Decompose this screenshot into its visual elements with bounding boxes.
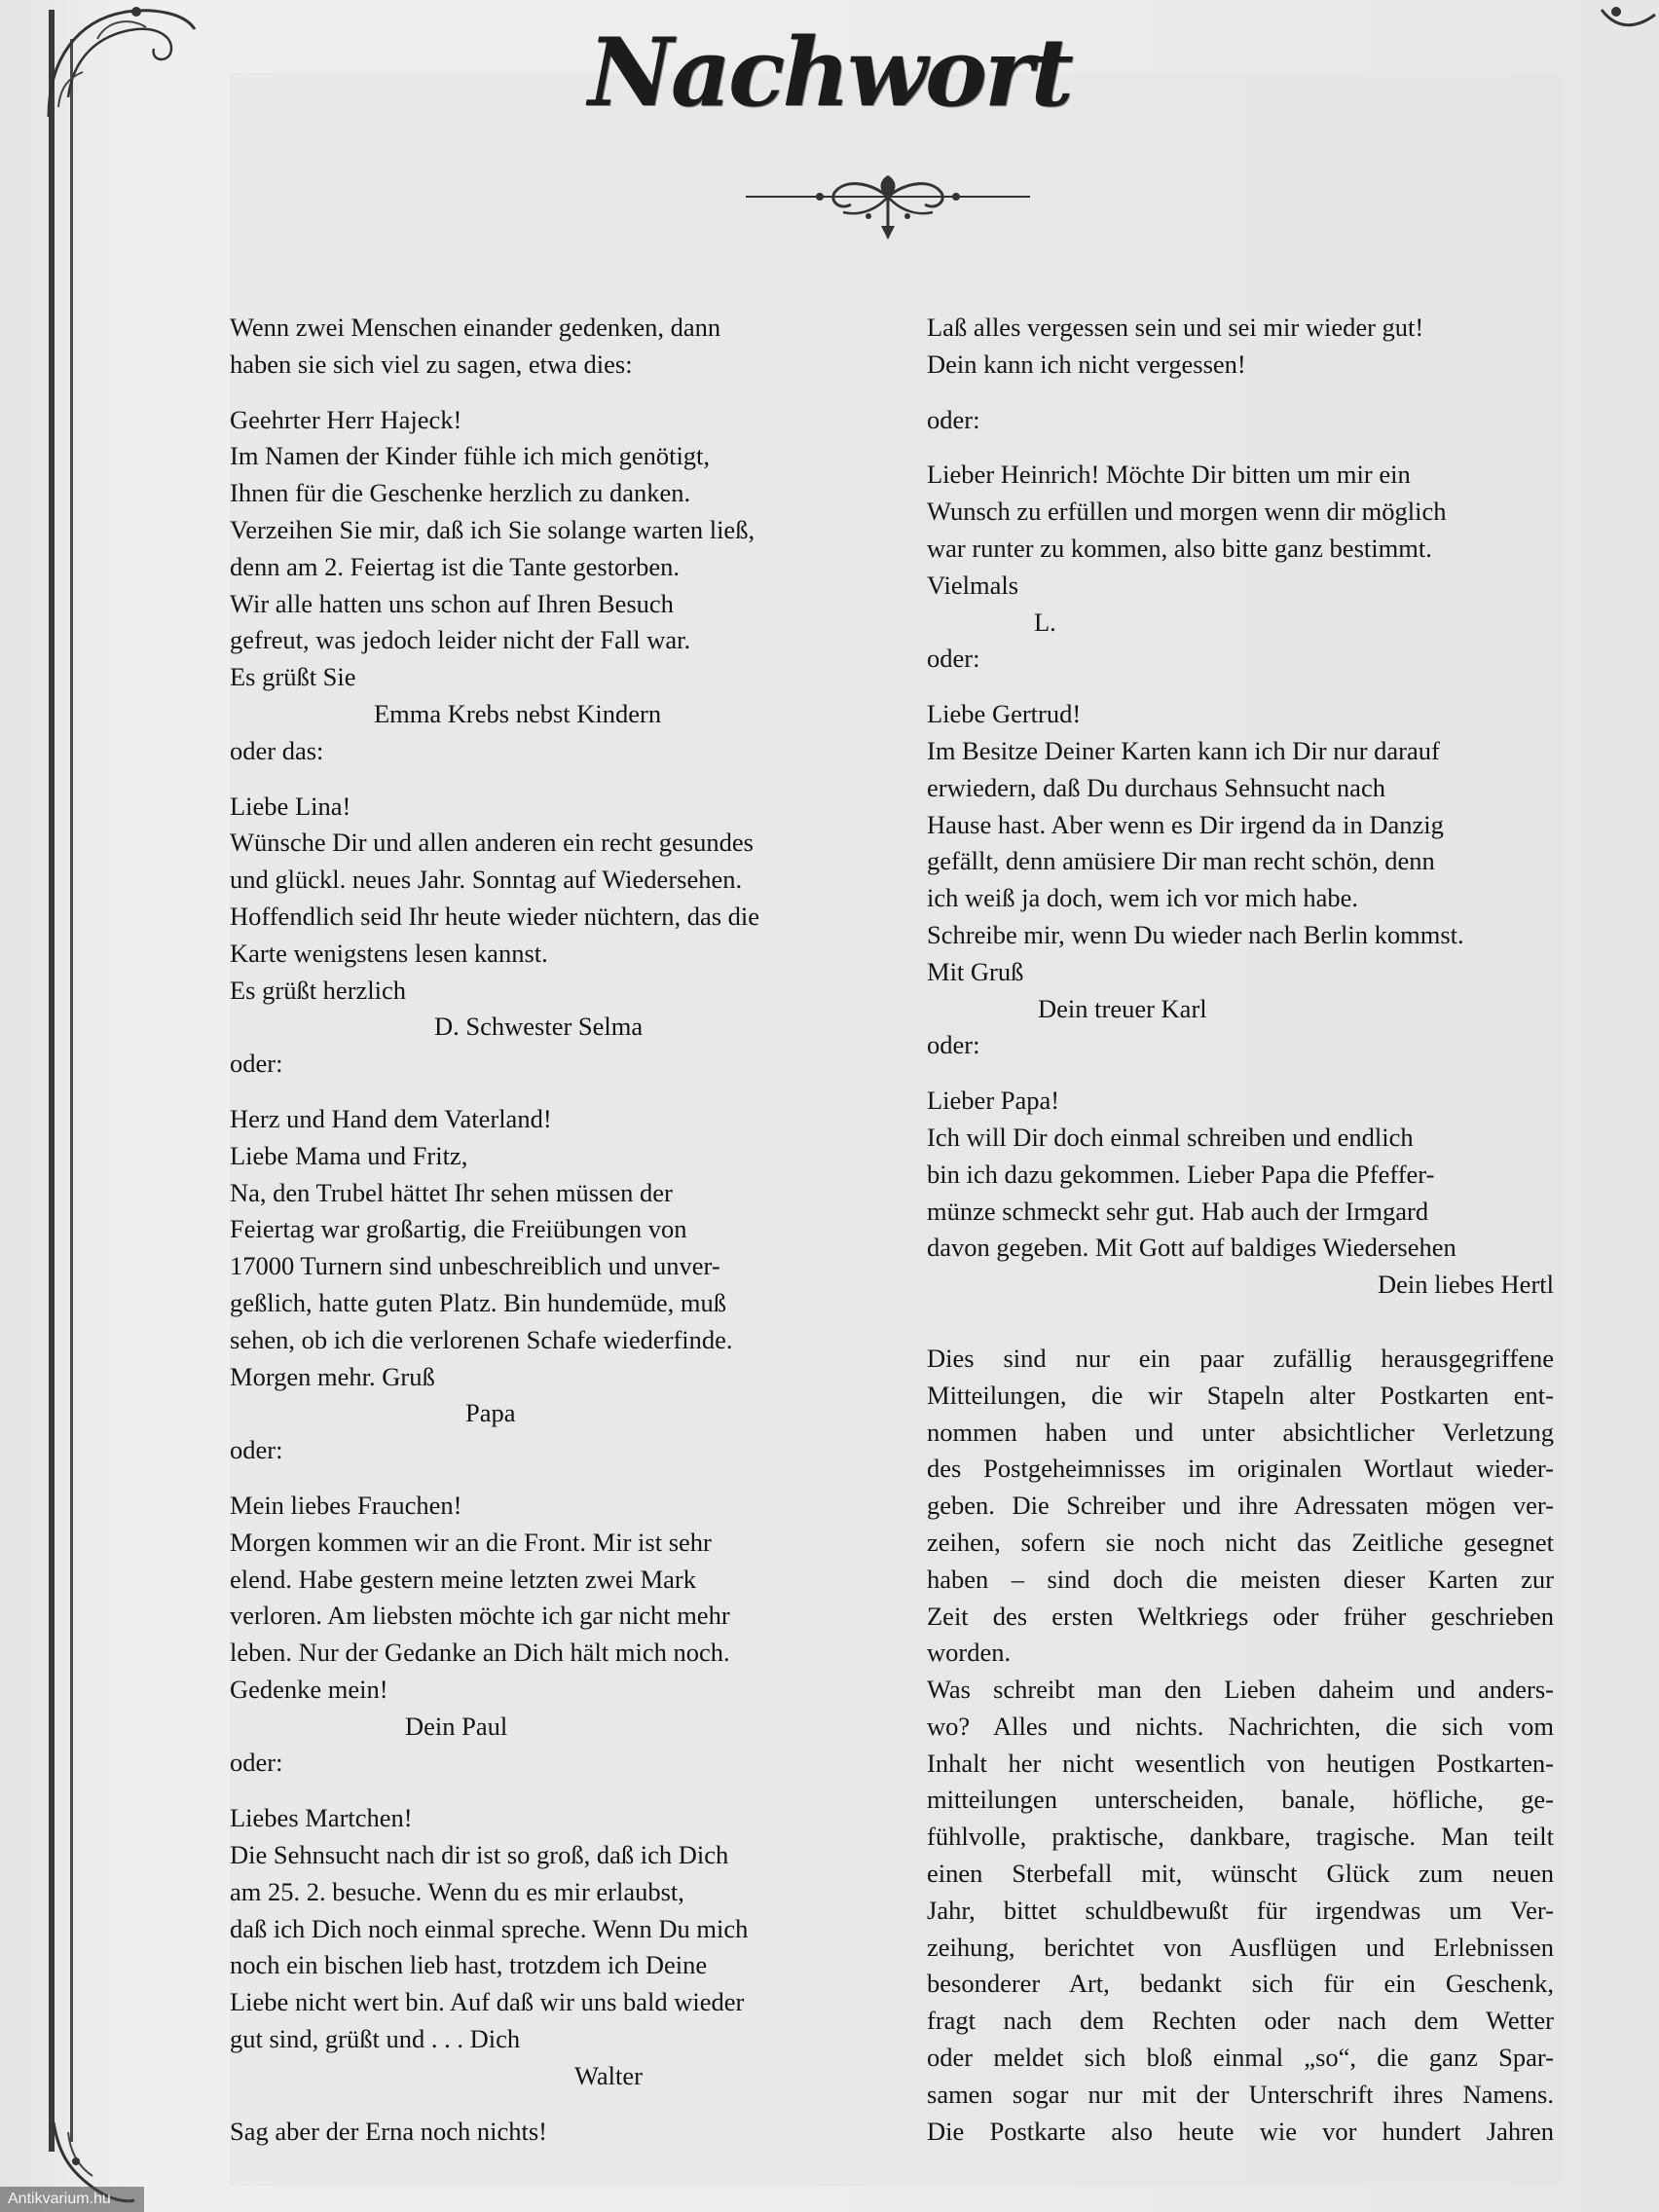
text-line: zeihung, berichtet von Ausflügen und Erlebnissen — [927, 1932, 1554, 1962]
text-line: Inhalt her nicht wesentlich von heutigen Postkarten- — [927, 1748, 1554, 1778]
text-line: Im Besitze Deiner Karten kann ich Dir nur darauf — [927, 735, 1440, 765]
text-line: Mitteilungen, die wir Stapeln alter Postkarten ent- — [927, 1380, 1554, 1410]
text-line: leben. Nur der Gedanke an Dich hält mich noch. — [230, 1638, 730, 1668]
text-line: Morgen kommen wir an die Front. Mir ist sehr — [230, 1527, 712, 1557]
text-line: Laß alles vergessen sein und sei mir wieder gut! — [927, 313, 1424, 342]
text-line: Es grüßt herzlich — [230, 975, 407, 1005]
text-line: Gedenke mein! — [230, 1674, 388, 1704]
text-line: 17000 Turnern sind unbeschreiblich und unver- — [230, 1251, 720, 1281]
text-line: und glückl. neues Jahr. Sonntag auf Wiedersehen. — [230, 865, 743, 895]
signature-line: Dein treuer Karl — [1038, 993, 1207, 1023]
title-divider-ornament-icon — [742, 167, 1034, 245]
text-line: denn am 2. Feiertag ist die Tante gestorben. — [230, 551, 681, 581]
text-line: geben. Die Schreiber und ihre Adressaten mögen ver- — [927, 1491, 1554, 1521]
signature-line: D. Schwester Selma — [434, 1012, 644, 1042]
text-line: Es grüßt Sie — [230, 662, 356, 692]
text-line: oder: — [927, 1030, 980, 1060]
text-line: Karte wenigstens lesen kannst. — [230, 938, 548, 968]
text-line: Lieber Papa! — [927, 1086, 1060, 1116]
text-line: Jahr, bittet schuldbewußt für irgendwas um Ver- — [927, 1895, 1554, 1925]
text-line: einen Sterbefall mit, wünscht Glück zum neuen — [927, 1859, 1554, 1889]
text-line: ich weiß ja doch, wem ich vor mich habe. — [927, 883, 1358, 913]
text-line: daß ich Dich noch einmal spreche. Wenn Du mich — [230, 1913, 749, 1943]
signature-line: Papa — [465, 1398, 516, 1428]
text-line: Wünsche Dir und allen anderen ein recht gesundes — [230, 828, 754, 858]
text-line: oder: — [927, 404, 980, 434]
text-line: bin ich dazu gekommen. Lieber Papa die Pfeffer- — [927, 1159, 1435, 1189]
text-line: sehen, ob ich die verlorenen Schafe wiederfinde. — [230, 1324, 733, 1354]
text-line: Liebes Martchen! — [230, 1803, 413, 1833]
page-border-inner — [70, 39, 73, 2142]
right-text-column — [927, 310, 1554, 2150]
text-line: Mit Gruß — [927, 956, 1024, 986]
text-line: Liebe Lina! — [230, 791, 351, 821]
text-line: oder: — [230, 1748, 283, 1778]
text-line: besonderer Art, bedankt sich für ein Geschenk, — [927, 1969, 1554, 1999]
text-line: Schreibe mir, wenn Du wieder nach Berlin kommst. — [927, 919, 1464, 949]
text-line: mitteilungen unterscheiden, banale, höfliche, ge- — [927, 1785, 1554, 1815]
text-line: Mein liebes Frauchen! — [230, 1490, 462, 1520]
text-line: Lieber Heinrich! Möchte Dir bitten um mir ein — [927, 460, 1411, 490]
text-line: Was schreibt man den Lieben daheim und anders- — [927, 1675, 1554, 1705]
signature-line: Dein liebes Hertl — [1377, 1270, 1554, 1300]
text-line: gefreut, was jedoch leider nicht der Fall war. — [230, 625, 691, 655]
text-line: münze schmeckt sehr gut. Hab auch der Irmgard — [927, 1196, 1429, 1226]
text-line: Im Namen der Kinder fühle ich mich genötigt, — [230, 441, 711, 471]
signature-line: Walter — [574, 2060, 643, 2090]
text-line: nommen haben und unter absichtlicher Verletzung — [927, 1417, 1554, 1447]
page-title: Nachwort — [588, 18, 1071, 128]
text-line: noch ein bischen lieb hast, trotzdem ich Deine — [230, 1950, 708, 1980]
text-line: haben sie sich viel zu sagen, etwa dies: — [230, 349, 633, 379]
text-line: Verzeihen Sie mir, daß ich Sie solange warten ließ, — [230, 514, 756, 544]
page-border-outer — [49, 10, 55, 2152]
text-line: verloren. Am liebsten möchte ich gar nicht mehr — [230, 1601, 730, 1631]
signature-line: Emma Krebs nebst Kindern — [374, 698, 662, 728]
text-line: des Postgeheimnisses im originalen Wortlaut wieder- — [927, 1454, 1554, 1484]
text-line: Hoffendlich seid Ihr heute wieder nüchtern, das die — [230, 901, 760, 931]
text-line: geßlich, hatte guten Platz. Bin hundemüde, muß — [230, 1287, 727, 1317]
text-line: oder meldet sich bloß einmal „so“, die ganz Spar- — [927, 2043, 1554, 2073]
text-line: Vielmals — [927, 570, 1019, 600]
text-line: fühlvolle, praktische, dankbare, tragische. Man teilt — [927, 1822, 1554, 1852]
text-line: Feiertag war großartig, die Freiübungen von — [230, 1214, 687, 1244]
text-line: davon gegeben. Mit Gott auf baldiges Wiedersehen — [927, 1233, 1456, 1263]
text-line: Die Postkarte also heute wie vor hundert Jahren — [927, 2116, 1554, 2146]
text-line: samen sogar nur mit der Unterschrift ihres Namens. — [927, 2079, 1554, 2109]
text-line: Geehrter Herr Hajeck! — [230, 404, 462, 434]
text-line: Liebe Gertrud! — [927, 699, 1082, 729]
text-line: worden. — [927, 1638, 1012, 1668]
text-line: gefällt, denn amüsiere Dir man recht schön, denn — [927, 846, 1435, 876]
text-line: Liebe nicht wert bin. Auf daß wir uns bald wieder — [230, 1987, 745, 2017]
text-line: Wir alle hatten uns schon auf Ihren Besuch — [230, 588, 674, 618]
text-line: war runter zu kommen, also bitte ganz bestimmt. — [927, 533, 1432, 563]
text-line: Ihnen für die Geschenke herzlich zu danken. — [230, 478, 691, 508]
text-line: oder: — [230, 1049, 283, 1079]
text-line: haben – sind doch die meisten dieser Karten zur — [927, 1564, 1554, 1594]
signature-line: Dein Paul — [405, 1711, 508, 1741]
text-line: oder: — [230, 1435, 283, 1465]
text-line: Herz und Hand dem Vaterland! — [230, 1103, 552, 1133]
text-line: Morgen mehr. Gruß — [230, 1361, 435, 1391]
text-line: Dein kann ich nicht vergessen! — [927, 349, 1246, 379]
text-line: oder: — [927, 644, 980, 674]
text-line: Wenn zwei Menschen einander gedenken, dann — [230, 313, 721, 342]
text-line: gut sind, grüßt und . . . Dich — [230, 2024, 521, 2054]
text-line: wo? Alles und nichts. Nachrichten, die sich vom — [927, 1711, 1554, 1741]
left-text-column — [230, 310, 853, 2150]
text-line: erwiedern, daß Du durchaus Sehnsucht nach — [927, 772, 1385, 802]
text-line: oder das: — [230, 735, 324, 765]
text-line: Die Sehnsucht nach dir ist so groß, daß ich Dich — [230, 1840, 729, 1870]
text-line: Na, den Trubel hättet Ihr sehen müssen der — [230, 1177, 673, 1207]
text-line: zeihen, sofern sie noch nicht das Zeitliche gesegnet — [927, 1527, 1554, 1557]
text-line: Ich will Dir doch einmal schreiben und endlich — [927, 1122, 1414, 1152]
watermark: Antikvarium.hu — [0, 2187, 144, 2212]
text-line: Sag aber der Erna noch nichts! — [230, 2116, 547, 2146]
text-line: Hause hast. Aber wenn es Dir irgend da in Danzig — [927, 809, 1444, 839]
signature-line: L. — [1034, 607, 1056, 637]
text-line: Liebe Mama und Fritz, — [230, 1140, 468, 1170]
text-line: Zeit des ersten Weltkriegs oder früher geschrieben — [927, 1601, 1554, 1631]
text-line: fragt nach dem Rechten oder nach dem Wetter — [927, 2006, 1554, 2036]
text-line: am 25. 2. besuche. Wenn du es mir erlaubst, — [230, 1876, 684, 1906]
text-line: Wunsch zu erfüllen und morgen wenn dir möglich — [927, 497, 1447, 527]
text-line: elend. Habe gestern meine letzten zwei Mark — [230, 1564, 696, 1594]
text-line: Dies sind nur ein paar zufällig herausgegriffene — [927, 1343, 1554, 1373]
